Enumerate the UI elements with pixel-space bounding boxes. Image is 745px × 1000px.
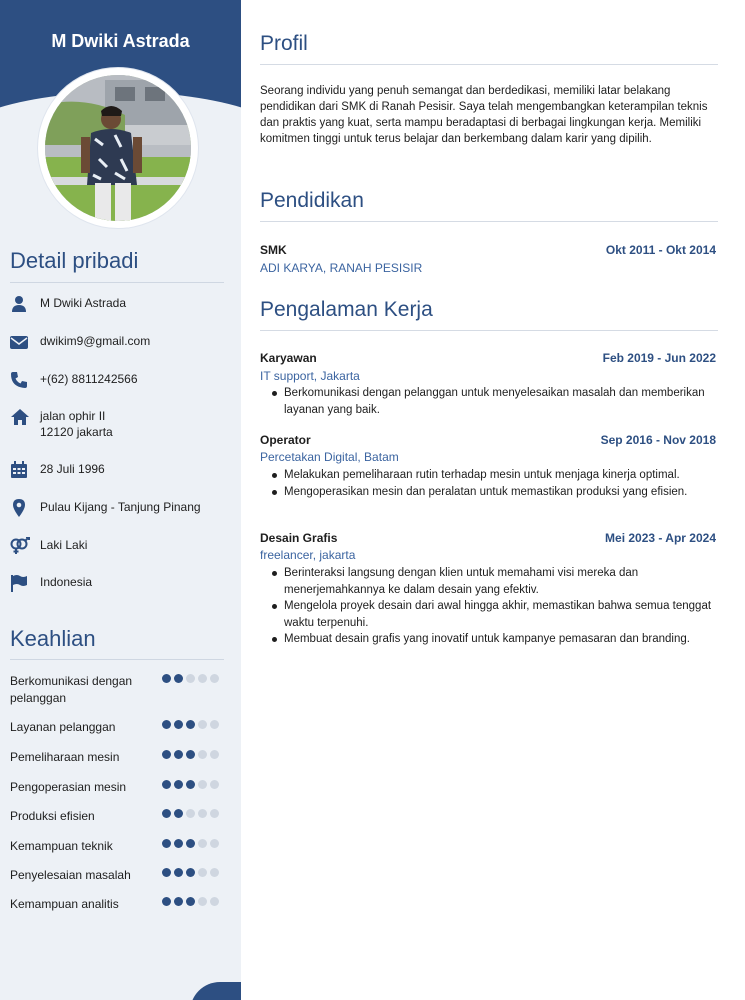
skill-label xyxy=(10,749,150,766)
skills-heading: Keahlian xyxy=(10,626,96,651)
skill-label xyxy=(10,719,150,736)
detail-phone xyxy=(10,371,230,389)
detail-gender-text: Laki Laki xyxy=(40,538,88,552)
rating-dot-empty xyxy=(210,897,219,906)
detail-birthplace xyxy=(10,499,230,517)
candidate-name: M Dwiki Astrada xyxy=(51,31,190,51)
rating-dot-filled xyxy=(174,839,183,848)
skill-label-line: Layanan pelanggan xyxy=(10,720,116,734)
detail-email xyxy=(10,333,230,351)
rating-dot-empty xyxy=(186,674,195,683)
experience-heading: Pengalaman Kerja xyxy=(260,298,433,321)
education-title: SMK xyxy=(260,243,287,257)
detail-nationality-text: Indonesia xyxy=(40,575,93,589)
skill-label xyxy=(10,896,150,913)
job-title: Desain Grafis xyxy=(260,531,338,545)
rating-dot-empty xyxy=(198,897,207,906)
rating-dot-filled xyxy=(162,809,171,818)
profile-heading: Profil xyxy=(260,32,308,55)
envelope-icon xyxy=(10,333,30,351)
list-item: Melakukan pemeliharaan rutin terhadap mesin untuk menjaga kinerja optimal. xyxy=(270,467,718,484)
job-bullets xyxy=(270,467,718,500)
skill-rating xyxy=(162,750,219,759)
job-bullets xyxy=(270,385,718,418)
rating-dot-empty xyxy=(198,839,207,848)
list-item: Mengelola proyek desain dari awal hingga akhir, memastikan bahwa semua tenggat waktu terpenuhi. xyxy=(270,598,718,631)
education-heading: Pendidikan xyxy=(260,189,364,212)
rating-dot-empty xyxy=(198,674,207,683)
rating-dot-filled xyxy=(174,868,183,877)
skill-row xyxy=(10,673,226,707)
person-icon xyxy=(10,295,30,313)
phone-icon xyxy=(10,371,30,389)
job-bullets xyxy=(270,565,718,648)
sidebar xyxy=(0,0,241,1000)
list-item: Mengoperasikan mesin dan peralatan untuk memastikan produksi yang efisien. xyxy=(270,484,718,501)
detail-address-text xyxy=(40,408,113,440)
rating-dot-filled xyxy=(162,780,171,789)
detail-birthdate xyxy=(10,461,230,479)
job-company: freelancer, jakarta xyxy=(260,548,356,562)
skill-label xyxy=(10,838,150,855)
rating-dot-filled xyxy=(174,809,183,818)
rating-dot-filled xyxy=(162,868,171,877)
skill-label-line: Pemeliharaan mesin xyxy=(10,750,120,764)
rating-dot-filled xyxy=(186,750,195,759)
job-company: IT support, Jakarta xyxy=(260,369,360,383)
skill-label-line: pelanggan xyxy=(10,691,67,705)
detail-phone-text: +(62) 8811242566 xyxy=(40,372,138,386)
skill-label-line: Pengoperasian mesin xyxy=(10,780,127,794)
skill-label-line: Kemampuan analitis xyxy=(10,897,119,911)
job-date: Feb 2019 - Jun 2022 xyxy=(602,351,716,365)
skill-label-line: Produksi efisien xyxy=(10,809,95,823)
profile-summary: Seorang individu yang penuh semangat dan berdedikasi, memiliki latar belakang pendidikan dari SMK di Ranah Pesisir. Saya telah mengembangkan keterampilan teknis dan praktis yang kuat, serta mampu beradaptasi di berbagai lingkungan kerja. Memiliki komitmen tinggi untuk terus belajar dan berkembang dalam karir yang dipilih. xyxy=(260,85,708,145)
list-item: Berkomunikasi dengan pelanggan untuk menyelesaikan masalah dan memberikan layanan yang baik. xyxy=(270,385,718,418)
skill-rating xyxy=(162,720,219,729)
skill-row xyxy=(10,867,226,884)
detail-gender xyxy=(10,537,230,555)
detail-birthplace-text: Pulau Kijang - Tanjung Pinang xyxy=(40,500,201,514)
job-title: Operator xyxy=(260,433,311,447)
location-pin-icon xyxy=(10,499,30,517)
rating-dot-empty xyxy=(210,720,219,729)
skill-label xyxy=(10,673,150,707)
skill-rating xyxy=(162,674,219,683)
calendar-icon xyxy=(10,461,30,479)
address-line-2: 12120 jakarta xyxy=(40,425,113,439)
skill-label xyxy=(10,867,150,884)
address-line-1: jalan ophir II xyxy=(40,409,106,423)
rating-dot-filled xyxy=(186,868,195,877)
skill-rating xyxy=(162,868,219,877)
skill-label xyxy=(10,779,150,796)
divider xyxy=(260,64,718,65)
divider xyxy=(10,659,224,660)
rating-dot-filled xyxy=(186,780,195,789)
rating-dot-empty xyxy=(198,750,207,759)
divider xyxy=(260,221,718,222)
rating-dot-filled xyxy=(162,897,171,906)
rating-dot-filled xyxy=(162,839,171,848)
list-item: Berinteraksi langsung dengan klien untuk memahami visi mereka dan menerjemahkannya ke dalam desain yang efektiv. xyxy=(270,565,718,598)
rating-dot-filled xyxy=(174,780,183,789)
personal-details-heading: Detail pribadi xyxy=(10,248,139,273)
education-date: Okt 2011 - Okt 2014 xyxy=(605,243,716,257)
rating-dot-empty xyxy=(186,809,195,818)
job-date: Mei 2023 - Apr 2024 xyxy=(605,531,716,545)
profile-photo xyxy=(45,75,191,221)
home-icon xyxy=(10,408,30,426)
detail-name xyxy=(10,295,230,313)
skill-rating xyxy=(162,780,219,789)
education-institution: ADI KARYA, RANAH PESISIR xyxy=(260,261,423,275)
rating-dot-filled xyxy=(174,720,183,729)
rating-dot-empty xyxy=(198,809,207,818)
gender-icon xyxy=(10,537,30,555)
rating-dot-filled xyxy=(162,720,171,729)
flag-icon xyxy=(10,574,30,592)
rating-dot-empty xyxy=(210,750,219,759)
skill-row xyxy=(10,808,226,825)
skill-rating xyxy=(162,897,219,906)
job-company: Percetakan Digital, Batam xyxy=(260,450,399,464)
skill-row xyxy=(10,896,226,913)
rating-dot-empty xyxy=(210,809,219,818)
skill-label-line: Berkomunikasi dengan xyxy=(10,674,133,688)
rating-dot-filled xyxy=(174,897,183,906)
detail-email-text: dwikim9@gmail.com xyxy=(40,334,151,348)
skill-row xyxy=(10,838,226,855)
skill-row xyxy=(10,779,226,796)
detail-birthdate-text: 28 Juli 1996 xyxy=(40,462,105,476)
list-item: Membuat desain grafis yang inovatif untuk kampanye pemasaran dan branding. xyxy=(270,631,718,648)
divider xyxy=(10,282,224,283)
rating-dot-empty xyxy=(210,780,219,789)
divider xyxy=(260,330,718,331)
rating-dot-filled xyxy=(174,750,183,759)
job-title: Karyawan xyxy=(260,351,317,365)
skill-row xyxy=(10,719,226,736)
rating-dot-filled xyxy=(162,674,171,683)
rating-dot-filled xyxy=(186,839,195,848)
skill-label-line: Kemampuan teknik xyxy=(10,839,113,853)
skill-label xyxy=(10,808,150,825)
rating-dot-empty xyxy=(198,720,207,729)
rating-dot-empty xyxy=(198,780,207,789)
skill-rating xyxy=(162,839,219,848)
detail-name-text: M Dwiki Astrada xyxy=(40,296,127,310)
rating-dot-empty xyxy=(210,868,219,877)
rating-dot-filled xyxy=(186,720,195,729)
rating-dot-filled xyxy=(186,897,195,906)
rating-dot-empty xyxy=(198,868,207,877)
job-date: Sep 2016 - Nov 2018 xyxy=(600,433,716,447)
detail-nationality xyxy=(10,574,230,592)
rating-dot-filled xyxy=(174,674,183,683)
detail-address xyxy=(10,408,230,440)
rating-dot-empty xyxy=(210,674,219,683)
skill-row xyxy=(10,749,226,766)
skill-rating xyxy=(162,809,219,818)
rating-dot-filled xyxy=(162,750,171,759)
rating-dot-empty xyxy=(210,839,219,848)
skill-label-line: Penyelesaian masalah xyxy=(10,868,131,882)
